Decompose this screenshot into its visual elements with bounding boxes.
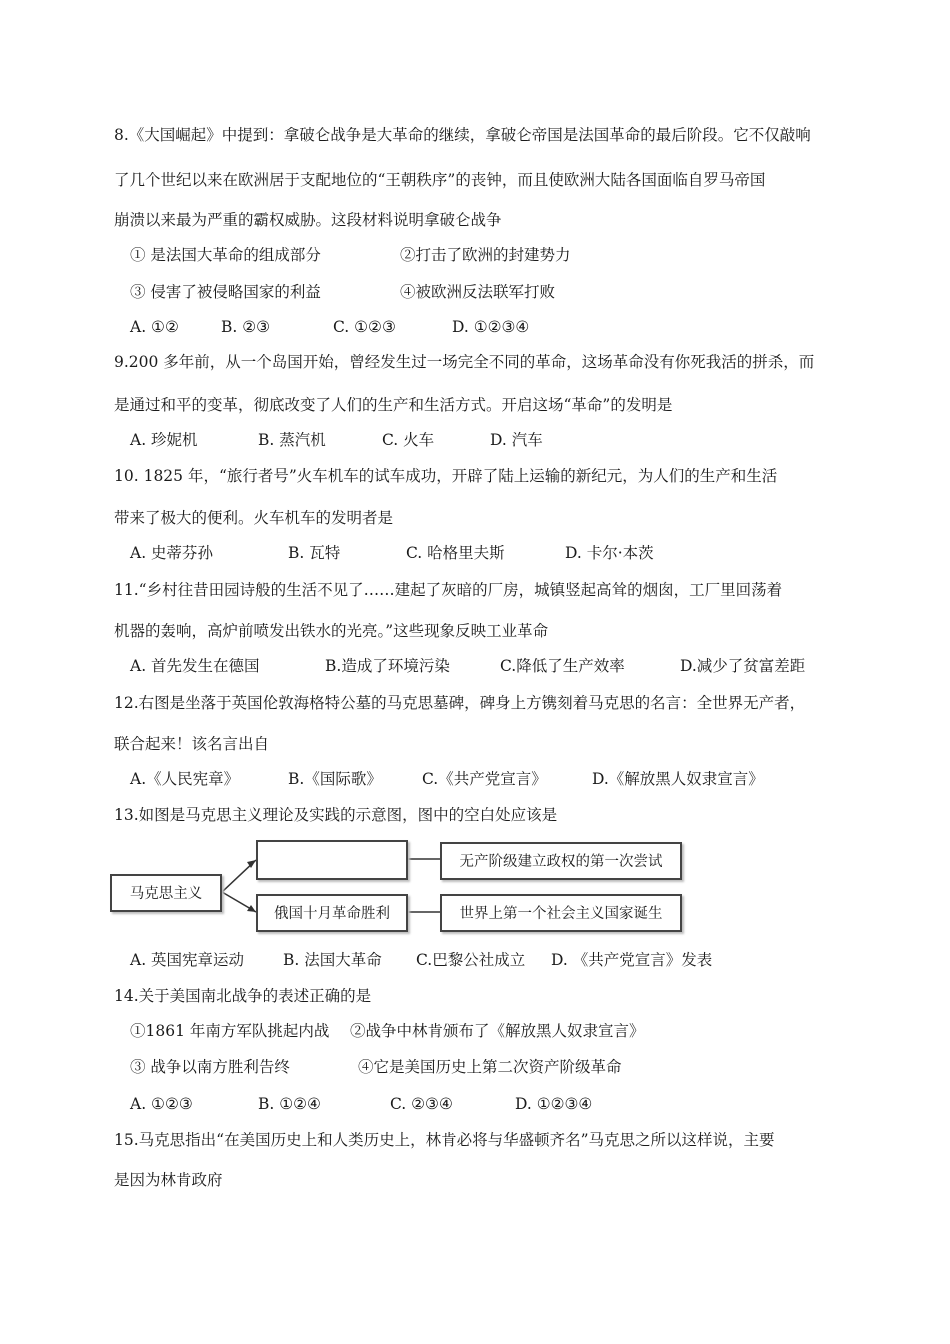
q14-line-1: 14.关于美国南北战争的表述正确的是	[114, 987, 372, 1005]
q13-option-b: B. 法国大革命	[283, 951, 382, 969]
diagram-blank-box	[256, 840, 408, 880]
q8-option-c: C. ①②③	[333, 318, 396, 336]
q8-line-3: 崩溃以来最为严重的霸权威胁。这段材料说明拿破仑战争	[114, 211, 502, 229]
q8-option-d: D. ①②③④	[452, 318, 530, 336]
q10-line-1: 10. 1825 年，“旅行者号”火车机车的试车成功，开辟了陆上运输的新纪元，为人们的生产和生活	[114, 467, 778, 485]
q9-line-2: 是通过和平的变革，彻底改变了人们的生产和生活方式。开启这场“革命”的发明是	[114, 396, 673, 414]
q10-option-d: D. 卡尔·本茨	[565, 544, 654, 562]
q9-option-d: D. 汽车	[490, 431, 543, 449]
q13-line-1: 13.如图是马克思主义理论及实践的示意图，图中的空白处应该是	[114, 806, 558, 824]
q8-line-1: 8.《大国崛起》中提到：拿破仑战争是大革命的继续，拿破仑帝国是法国革命的最后阶段。它不仅敲响	[114, 126, 811, 144]
q14-item-1: ①1861 年南方军队挑起内战	[130, 1022, 330, 1040]
q13-option-c: C.巴黎公社成立	[416, 951, 526, 969]
q12-option-a: A.《人民宪章》	[130, 770, 240, 788]
q11-line-1: 11.“乡村往昔田园诗般的生活不见了……建起了灰暗的厂房，城镇竖起高耸的烟囱，工厂里回荡着	[114, 581, 783, 599]
q8-item-1: ① 是法国大革命的组成部分	[130, 246, 321, 264]
q9-option-c: C. 火车	[382, 431, 435, 449]
q8-item-3: ③ 侵害了被侵略国家的利益	[130, 283, 321, 301]
q14-option-d: D. ①②③④	[515, 1095, 593, 1113]
q8-line-2: 了几个世纪以来在欧洲居于支配地位的“王朝秩序”的丧钟，而且使欧洲大陆各国面临自罗马帝国	[114, 171, 766, 189]
q8-item-2: ②打击了欧洲的封建势力	[400, 246, 571, 264]
q12-option-c: C.《共产党宣言》	[422, 770, 547, 788]
diagram-october-revolution-box: 俄国十月革命胜利	[256, 894, 408, 932]
diagram-root-box: 马克思主义	[110, 874, 222, 912]
q9-option-b: B. 蒸汽机	[258, 431, 326, 449]
q12-line-1: 12.右图是坐落于英国伦敦海格特公墓的马克思墓碑，碑身上方镌刻着马克思的名言：全世界无产者，	[114, 694, 806, 712]
q12-line-2: 联合起来！该名言出自	[114, 735, 270, 753]
q12-option-d: D.《解放黑人奴隶宣言》	[592, 770, 764, 788]
q11-option-c: C.降低了生产效率	[500, 657, 625, 675]
q13-option-a: A. 英国宪章运动	[130, 951, 245, 969]
q9-line-1: 9.200 多年前，从一个岛国开始，曾经发生过一场完全不同的革命，这场革命没有你死我活的拼杀，而	[114, 353, 815, 371]
q8-option-b: B. ②③	[221, 318, 271, 336]
q11-line-2: 机器的轰响，高炉前喷发出铁水的光亮。”这些现象反映工业革命	[114, 622, 549, 640]
q8-option-a: A. ①②	[130, 318, 179, 336]
q14-option-c: C. ②③④	[390, 1095, 453, 1113]
q10-option-c: C. 哈格里夫斯	[406, 544, 505, 562]
q9-option-a: A. 珍妮机	[130, 431, 198, 449]
q11-option-b: B.造成了环境污染	[325, 657, 450, 675]
q15-line-2: 是因为林肯政府	[114, 1171, 223, 1189]
q15-line-1: 15.马克思指出“在美国历史上和人类历史上，林肯必将与华盛顿齐名”马克思之所以这样说，主要	[114, 1131, 775, 1149]
q13-option-d: D. 《共产党宣言》发表	[551, 951, 713, 969]
diagram-socialist-state-box: 世界上第一个社会主义国家诞生	[440, 894, 682, 932]
q10-option-a: A. 史蒂芬孙	[130, 544, 214, 562]
q10-option-b: B. 瓦特	[288, 544, 341, 562]
q14-item-3: ③ 战争以南方胜利告终	[130, 1058, 290, 1076]
q10-line-2: 带来了极大的便利。火车机车的发明者是	[114, 509, 394, 527]
marxism-diagram	[110, 832, 690, 942]
q12-option-b: B.《国际歌》	[288, 770, 382, 788]
q14-option-b: B. ①②④	[258, 1095, 321, 1113]
arrowhead-bottom	[247, 905, 256, 912]
q8-item-4: ④被欧洲反法联军打败	[400, 283, 556, 301]
q14-item-2: ②战争中林肯颁布了《解放黑人奴隶宣言》	[350, 1022, 645, 1040]
diagram-first-attempt-box: 无产阶级建立政权的第一次尝试	[440, 842, 682, 880]
q11-option-a: A. 首先发生在德国	[130, 657, 260, 675]
q14-item-4: ④它是美国历史上第二次资产阶级革命	[358, 1058, 622, 1076]
q11-option-d: D.减少了贫富差距	[680, 657, 806, 675]
q14-option-a: A. ①②③	[130, 1095, 193, 1113]
